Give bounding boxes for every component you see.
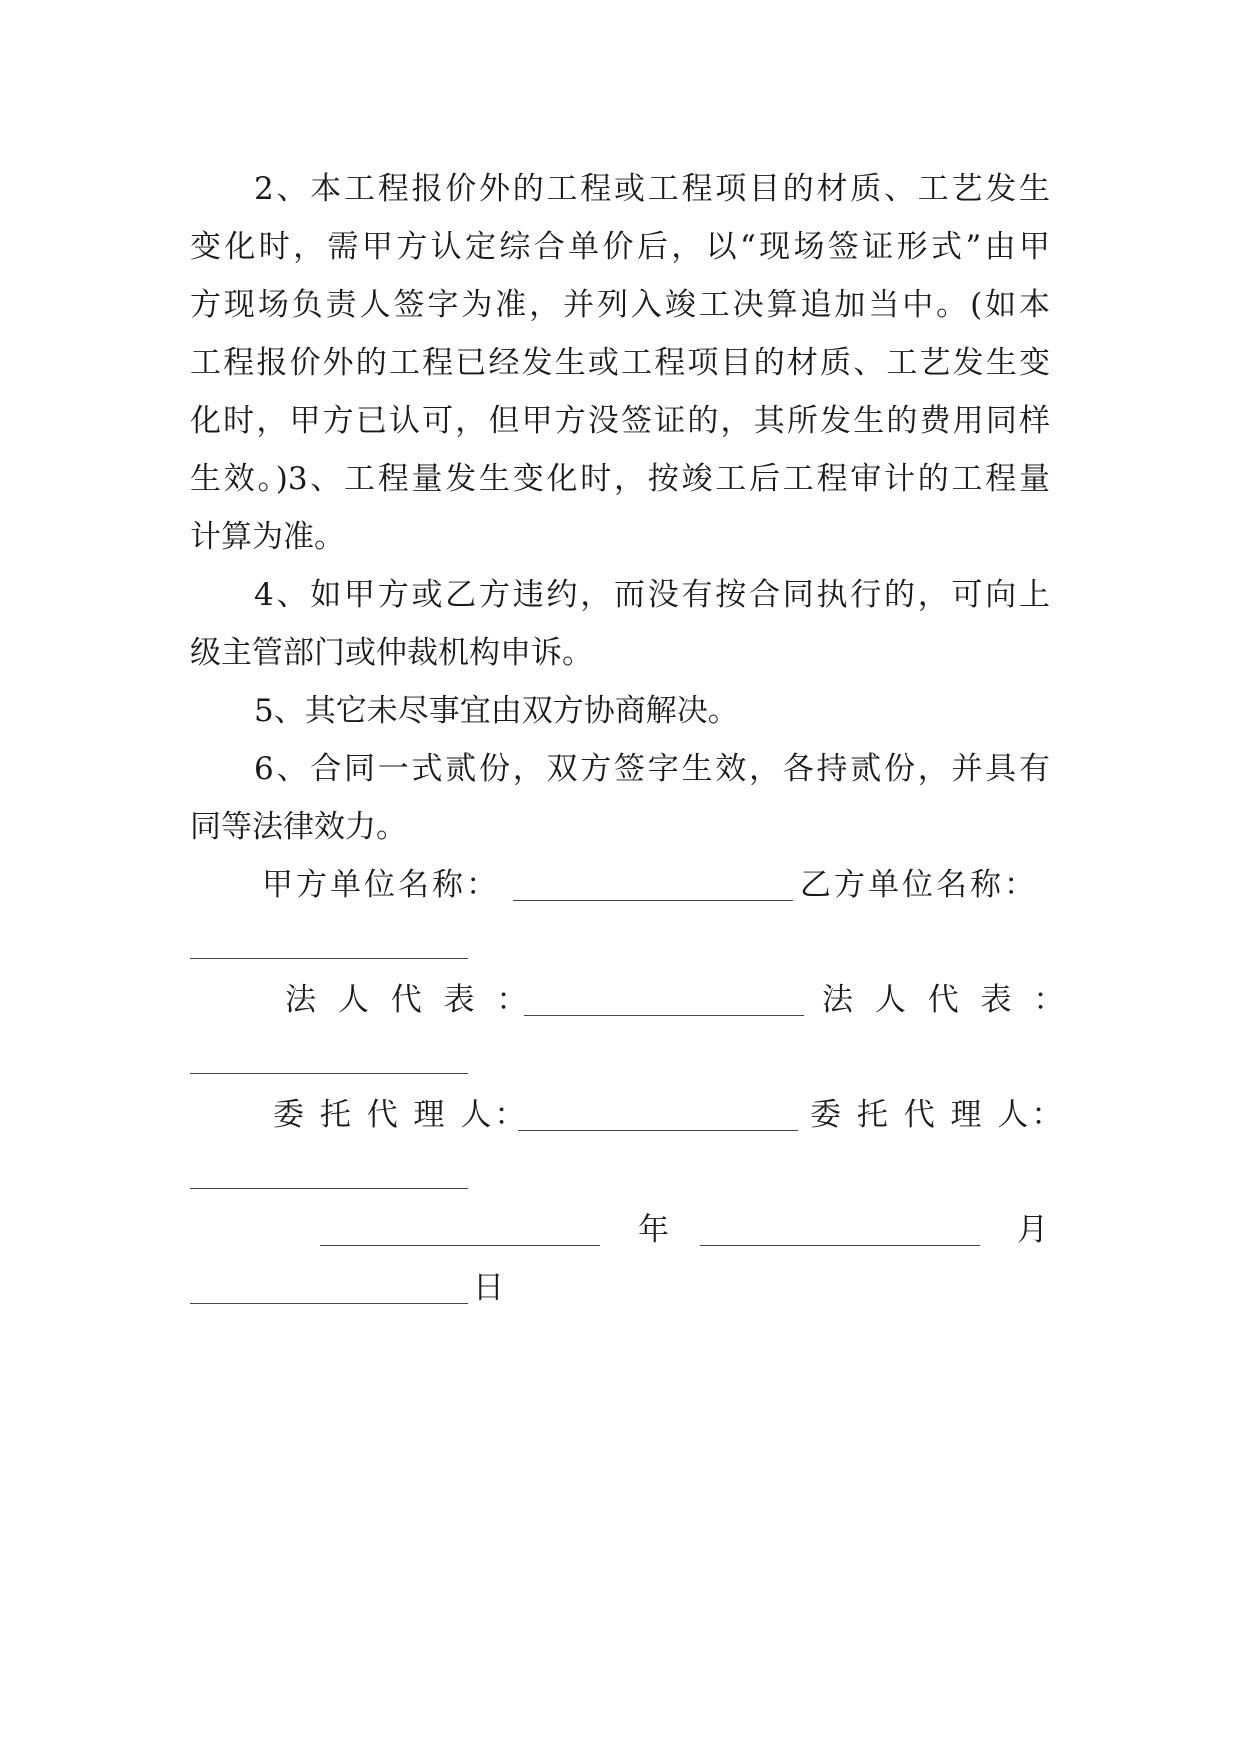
- clause-3-line-2: 计算为准。: [190, 519, 345, 555]
- clause-2-line-3: 方现场负责人签字为准，并列入竣工决算追加当中。(如本: [190, 287, 1050, 323]
- clause-2-line-4: 工程报价外的工程已经发生或工程项目的材质、工艺发生变: [190, 345, 1050, 381]
- month-blank[interactable]: [700, 1245, 980, 1246]
- party-b-name-blank[interactable]: [190, 958, 468, 959]
- clause-4-line-1: 4、如甲方或乙方违约，而没有按合同执行的，可向上: [254, 577, 1050, 613]
- party-b-agent-label: 委 托 代 理 人：: [810, 1097, 1066, 1133]
- month-label: 月: [1017, 1212, 1048, 1248]
- clause-5-line-1: 5、其它未尽事宜由双方协商解决。: [254, 693, 739, 729]
- party-a-agent-label: 委 托 代 理 人：: [273, 1097, 529, 1133]
- party-b-rep-blank[interactable]: [190, 1073, 468, 1074]
- clause-3-line-1: 生效。)3、工程量发生变化时，按竣工后工程审计的工程量: [190, 461, 1050, 497]
- party-a-agent-blank[interactable]: [518, 1130, 798, 1131]
- party-b-name-label: 乙方单位名称：: [800, 867, 1038, 903]
- year-label: 年: [638, 1212, 669, 1248]
- clause-2-line-1: 2、本工程报价外的工程或工程项目的材质、工艺发生: [254, 171, 1050, 207]
- party-b-agent-blank[interactable]: [190, 1188, 468, 1189]
- clause-6-line-2: 同等法律效力。: [190, 809, 407, 845]
- party-a-rep-label: 法 人 代 表 ：: [285, 982, 534, 1018]
- clause-2-line-5: 化时，甲方已认可，但甲方没签证的，其所发生的费用同样: [190, 403, 1050, 439]
- party-a-name-blank[interactable]: [513, 900, 793, 901]
- party-b-rep-label: 法 人 代 表 ：: [822, 982, 1071, 1018]
- party-a-rep-blank[interactable]: [524, 1015, 804, 1016]
- day-label: 日: [473, 1270, 504, 1306]
- clause-4-line-2: 级主管部门或仲裁机构申诉。: [190, 635, 593, 671]
- year-blank[interactable]: [320, 1245, 600, 1246]
- clause-2-line-2: 变化时，需甲方认定综合单价后，以“现场签证形式”由甲: [190, 229, 1050, 265]
- party-a-name-label: 甲方单位名称：: [262, 867, 500, 903]
- day-blank[interactable]: [190, 1303, 468, 1304]
- clause-6-line-1: 6、合同一式贰份，双方签字生效，各持贰份，并具有: [254, 751, 1050, 787]
